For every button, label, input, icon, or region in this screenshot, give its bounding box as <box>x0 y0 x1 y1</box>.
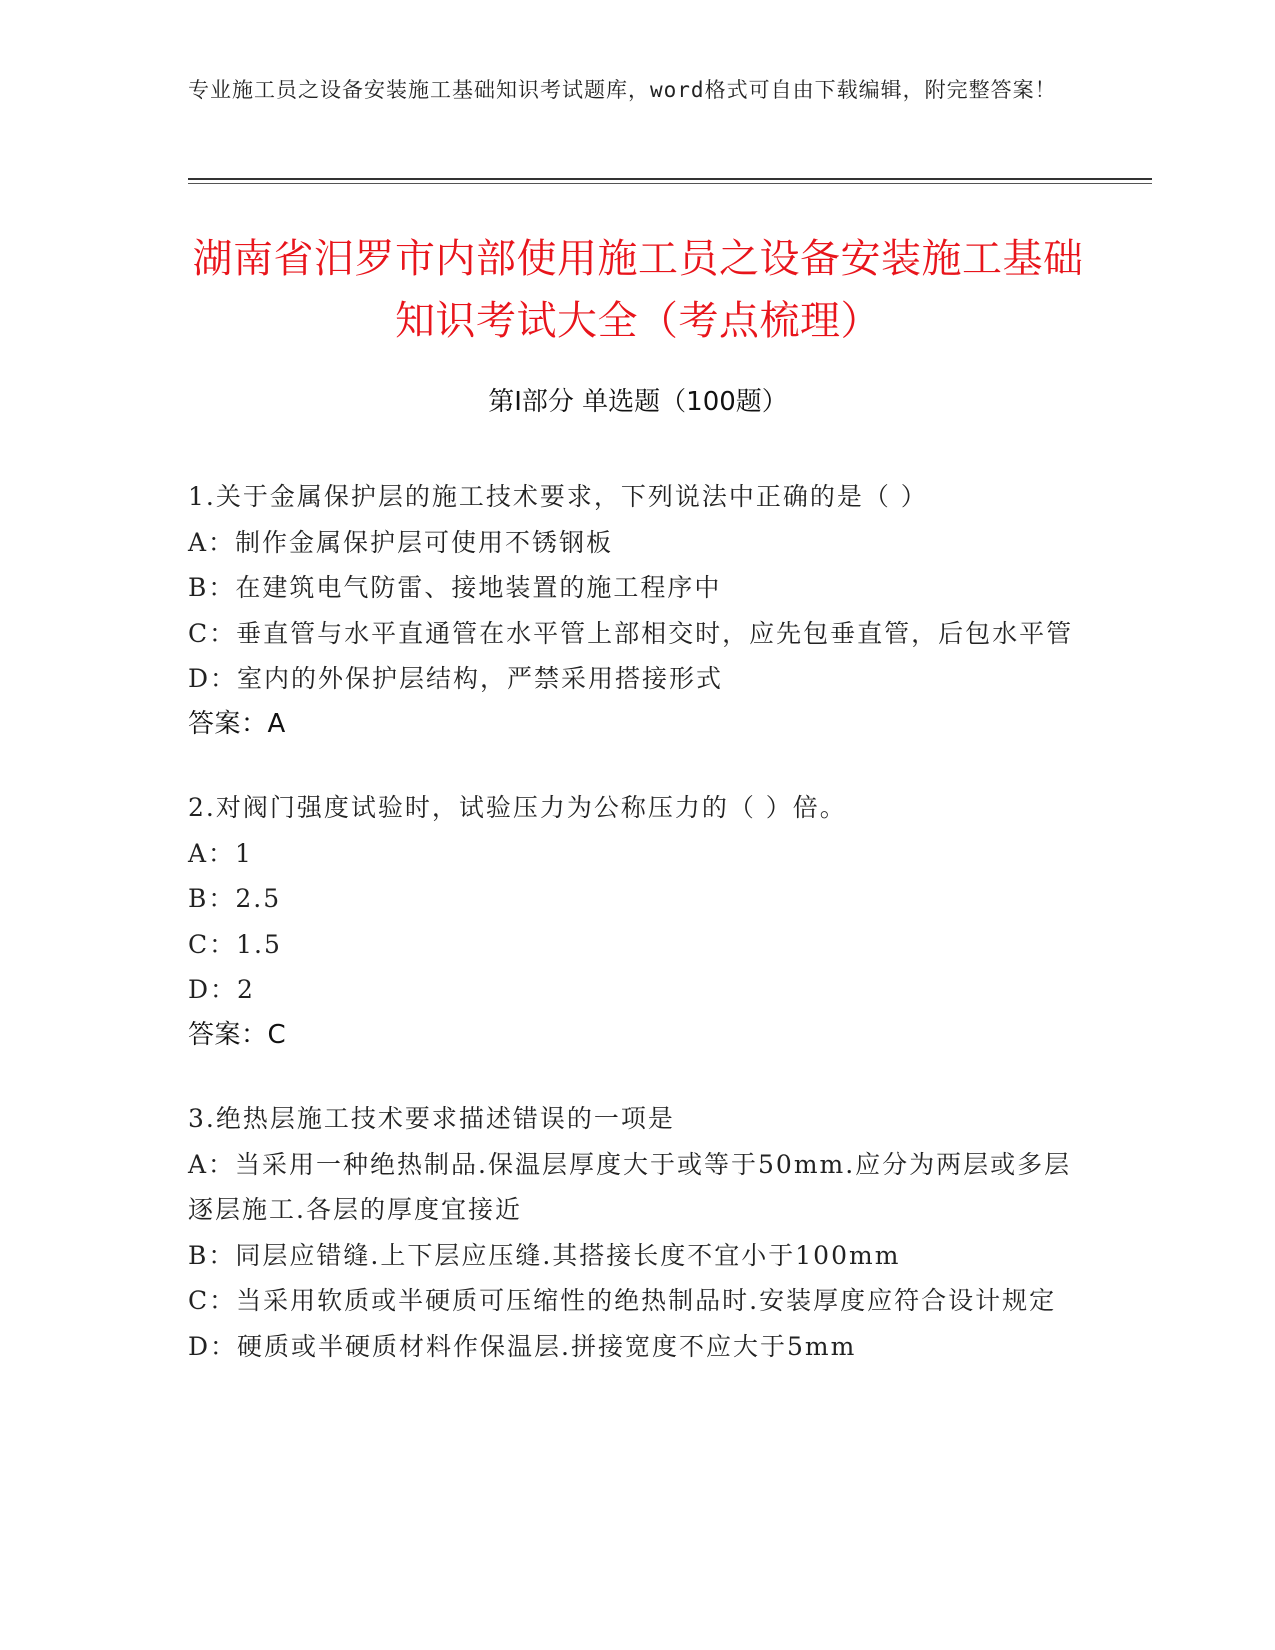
header-rule-thick <box>188 178 1152 180</box>
option-b: B：在建筑电气防雷、接地装置的施工程序中 <box>188 573 722 602</box>
option-d: D：2 <box>188 975 255 1004</box>
option-c: C：垂直管与水平直通管在水平管上部相交时，应先包垂直管，后包水平管 <box>188 618 1074 648</box>
question-stem: 3.绝热层施工技术要求描述错误的一项是 <box>188 1104 675 1133</box>
section-heading: 第Ⅰ部分 单选题（100题） <box>488 387 788 417</box>
question-stem: 1.关于金属保护层的施工技术要求，下列说法中正确的是（ ） <box>188 482 928 511</box>
option-b: B：2.5 <box>188 884 282 913</box>
option-d: D：硬质或半硬质材料作保温层.拼接宽度不应大于5mm <box>188 1331 857 1361</box>
question-3 <box>188 1096 1078 1369</box>
question-1 <box>188 474 1078 747</box>
header-rule-thin <box>188 183 1152 184</box>
header-note: 专业施工员之设备安装施工基础知识考试题库，word格式可自由下载编辑，附完整答案！ <box>188 78 1057 102</box>
option-a: A：1 <box>188 838 253 868</box>
option-a: A：制作金属保护层可使用不锈钢板 <box>188 527 614 557</box>
answer-line: 答案：C <box>188 1019 287 1050</box>
question-stem: 2.对阀门强度试验时，试验压力为公称压力的（ ）倍。 <box>188 793 847 822</box>
question-list <box>188 474 1078 1407</box>
document-title: 湖南省汨罗市内部使用施工员之设备安装施工基础知识考试大全（考点梳理） <box>192 236 1084 344</box>
option-d: D：室内的外保护层结构，严禁采用搭接形式 <box>188 664 724 693</box>
answer-line: 答案：A <box>188 708 286 739</box>
option-c: C：当采用软质或半硬质可压缩性的绝热制品时.安装厚度应符合设计规定 <box>188 1286 1057 1315</box>
option-a: A：当采用一种绝热制品.保温层厚度大于或等于50mm.应分为两层或多层逐层施工.各层的厚度宜接近 <box>188 1149 1072 1224</box>
option-b: B：同层应错缝.上下层应压缝.其搭接长度不宜小于100mm <box>188 1240 901 1270</box>
question-2 <box>188 785 1078 1058</box>
option-c: C：1.5 <box>188 929 282 959</box>
